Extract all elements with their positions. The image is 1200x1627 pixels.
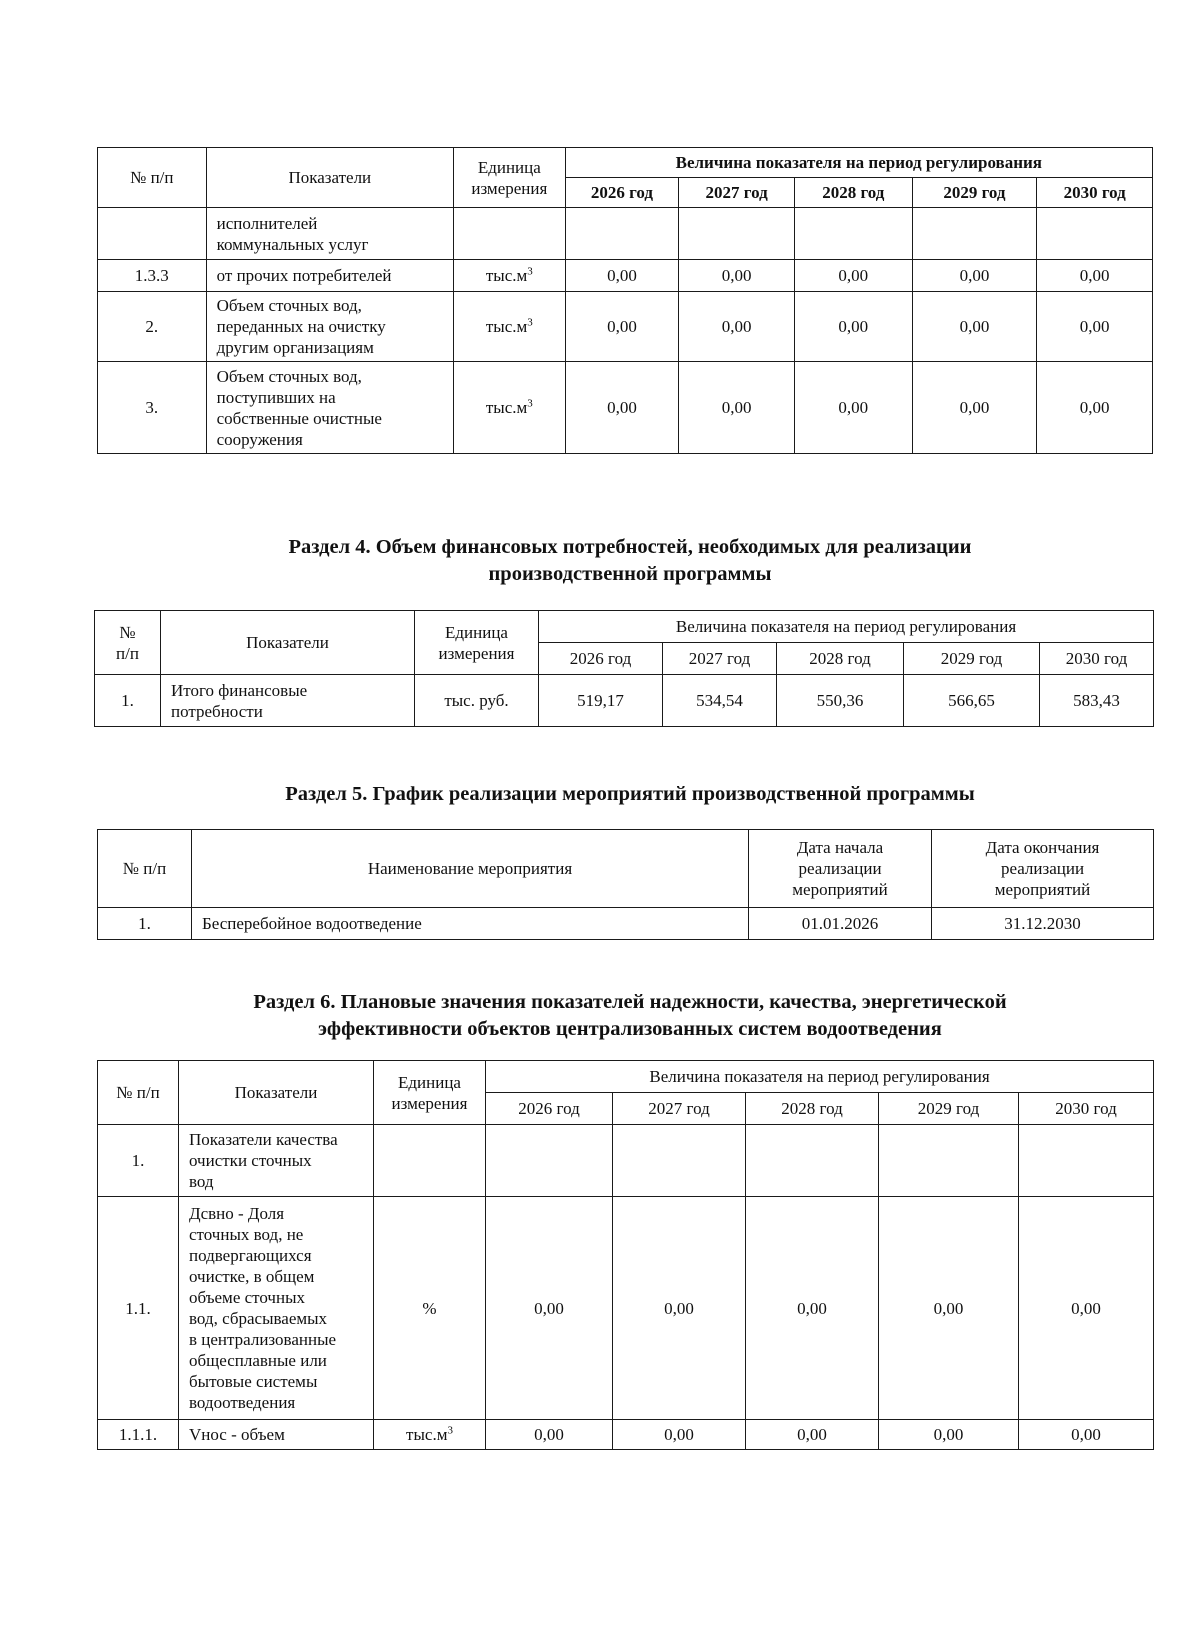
- row-unit: [454, 208, 566, 260]
- header-end-date: [932, 830, 1154, 908]
- header-unit: [454, 148, 566, 208]
- header-period: Величина показателя на период регулирования: [565, 148, 1152, 178]
- row-value: 0,00: [912, 362, 1037, 454]
- table-row: [98, 260, 1153, 292]
- row-activity-name: Бесперебойное водоотведение: [192, 908, 749, 940]
- header-start-line: реализации: [798, 859, 882, 878]
- header-end-line: мероприятий: [994, 880, 1091, 899]
- row-name: [161, 675, 415, 727]
- row-value: 0,00: [1037, 260, 1153, 292]
- table-row: [95, 675, 1154, 727]
- row-value: 550,36: [777, 675, 904, 727]
- row-num: [98, 208, 207, 260]
- row-num: 1.: [95, 675, 161, 727]
- row-num: 3.: [98, 362, 207, 454]
- row-value: [912, 208, 1037, 260]
- row-value: 0,00: [486, 1197, 613, 1420]
- row-num: 1.1.: [98, 1197, 179, 1420]
- row-name-line: Итого финансовые: [171, 680, 308, 700]
- row-name-line: Дсвно - Доля: [189, 1204, 285, 1223]
- table-row: [98, 208, 1153, 260]
- header-year: 2028 год: [794, 178, 912, 208]
- row-start-date: 01.01.2026: [749, 908, 932, 940]
- row-value: 0,00: [912, 292, 1037, 362]
- header-year: 2026 год: [539, 643, 663, 675]
- row-value: 0,00: [679, 260, 795, 292]
- header-unit-line2: измерения: [391, 1093, 468, 1113]
- financial-needs-table: [94, 610, 1154, 727]
- row-name-line: вод: [189, 1172, 214, 1191]
- row-value: 0,00: [879, 1197, 1019, 1420]
- row-unit: [374, 1125, 486, 1197]
- row-num: 2.: [98, 292, 207, 362]
- header-year: 2029 год: [879, 1093, 1019, 1125]
- header-num: № п/п: [98, 1061, 179, 1125]
- header-year: 2030 год: [1037, 178, 1153, 208]
- header-unit-line2: измерения: [438, 643, 515, 663]
- row-value: 0,00: [679, 292, 795, 362]
- row-value: 0,00: [486, 1420, 613, 1450]
- row-value: 583,43: [1040, 675, 1154, 727]
- row-name-line: собственные очистные: [216, 408, 382, 428]
- row-value: 0,00: [613, 1420, 746, 1450]
- row-name: от прочих потребителей: [206, 260, 453, 292]
- row-value: [565, 208, 679, 260]
- row-value: 0,00: [679, 362, 795, 454]
- unit-sup: 3: [527, 265, 533, 278]
- row-value: 0,00: [912, 260, 1037, 292]
- header-unit-line1: Единица: [477, 157, 541, 177]
- header-activity-name: Наименование мероприятия: [192, 830, 749, 908]
- table-row: [98, 1125, 1154, 1197]
- row-name-line: бытовые системы: [189, 1372, 318, 1391]
- row-value: 0,00: [1037, 362, 1153, 454]
- header-unit-line2: измерения: [471, 178, 548, 198]
- unit-text: тыс.м: [485, 317, 528, 336]
- row-name-line: общесплавные или: [189, 1351, 327, 1370]
- unit-text: тыс.м: [485, 398, 528, 417]
- row-value: 534,54: [663, 675, 777, 727]
- header-year: 2030 год: [1040, 643, 1154, 675]
- row-unit: [454, 260, 566, 292]
- row-value: 0,00: [879, 1420, 1019, 1450]
- row-name-line: сооружения: [216, 429, 303, 449]
- header-year: 2028 год: [777, 643, 904, 675]
- section6-title: [100, 989, 1160, 1043]
- row-value: 0,00: [746, 1420, 879, 1450]
- header-end-line: Дата окончания: [985, 838, 1100, 857]
- header-unit-line1: Единица: [398, 1072, 461, 1092]
- section6-title-line1: Раздел 6. Плановые значения показателей надежности, качества, энергетической: [253, 991, 1007, 1013]
- header-year: 2029 год: [912, 178, 1037, 208]
- header-indicator: Показатели: [206, 148, 453, 208]
- schedule-table: [97, 829, 1154, 940]
- header-period: Величина показателя на период регулирования: [539, 611, 1154, 643]
- header-num: № п/п: [98, 830, 192, 908]
- row-name-line: поступивших на: [216, 387, 336, 407]
- row-name-line: другим организациям: [216, 338, 374, 357]
- header-period: Величина показателя на период регулирования: [486, 1061, 1154, 1093]
- row-value: 0,00: [1019, 1197, 1154, 1420]
- unit-text: тыс.м: [406, 1425, 448, 1444]
- table-row: [98, 362, 1153, 454]
- header-year: 2028 год: [746, 1093, 879, 1125]
- row-unit: [454, 292, 566, 362]
- header-num-line1: №: [119, 622, 136, 642]
- row-value: 519,17: [539, 675, 663, 727]
- unit-sup: 3: [527, 316, 533, 329]
- unit-text: тыс.м: [485, 266, 528, 285]
- row-name-line: Объем сточных вод,: [216, 366, 362, 386]
- section4-title-line2: производственной программы: [488, 563, 772, 585]
- row-num: 1.: [98, 1125, 179, 1197]
- header-year: 2027 год: [663, 643, 777, 675]
- row-value: [679, 208, 795, 260]
- header-indicator: Показатели: [161, 611, 415, 675]
- header-year: 2026 год: [565, 178, 679, 208]
- section6-title-line2: эффективности объектов централизованных систем водоотведения: [318, 1018, 942, 1040]
- row-value: 566,65: [904, 675, 1040, 727]
- table-row: [98, 292, 1153, 362]
- row-name: [206, 292, 453, 362]
- header-year: 2029 год: [904, 643, 1040, 675]
- header-year: 2027 год: [679, 178, 795, 208]
- section4-title: [100, 534, 1160, 588]
- row-value: [1037, 208, 1153, 260]
- section4-title-line1: Раздел 4. Объем финансовых потребностей, необходимых для реализации: [288, 536, 972, 558]
- row-value: 0,00: [794, 292, 912, 362]
- header-num-line2: п/п: [116, 643, 139, 663]
- row-unit: [454, 362, 566, 454]
- row-num: 1.: [98, 908, 192, 940]
- row-value: 0,00: [613, 1197, 746, 1420]
- table-row: [98, 1420, 1154, 1450]
- table-row: [98, 908, 1154, 940]
- table-row: [98, 1197, 1154, 1420]
- row-name-line: Показатели качества: [189, 1130, 338, 1149]
- row-value: 0,00: [746, 1197, 879, 1420]
- row-value: [1019, 1125, 1154, 1197]
- row-name: Vнос - объем: [179, 1420, 374, 1450]
- indicators-table-continued: [97, 147, 1153, 454]
- row-name-line: Объем сточных вод,: [216, 296, 362, 315]
- row-name-line: объеме сточных: [189, 1288, 305, 1307]
- row-name-line: потребности: [171, 701, 263, 721]
- row-value: [486, 1125, 613, 1197]
- row-name: [206, 362, 453, 454]
- row-value: 0,00: [565, 292, 679, 362]
- header-year: 2027 год: [613, 1093, 746, 1125]
- row-num: 1.1.1.: [98, 1420, 179, 1450]
- header-unit: [415, 611, 539, 675]
- header-indicator: Показатели: [179, 1061, 374, 1125]
- reliability-indicators-table: [97, 1060, 1154, 1450]
- row-value: 0,00: [565, 362, 679, 454]
- row-name-line: коммунальных услуг: [216, 234, 369, 254]
- row-name: [179, 1125, 374, 1197]
- row-num: 1.3.3: [98, 260, 207, 292]
- row-name-line: очистке, в общем: [189, 1267, 315, 1286]
- row-name-line: в централизованные: [189, 1330, 337, 1349]
- row-value: 0,00: [1037, 292, 1153, 362]
- header-start-line: мероприятий: [792, 880, 888, 899]
- header-year: 2026 год: [486, 1093, 613, 1125]
- row-value: [794, 208, 912, 260]
- header-unit-line1: Единица: [445, 622, 508, 642]
- header-end-line: реализации: [1000, 859, 1085, 878]
- row-value: 0,00: [794, 260, 912, 292]
- row-value: [879, 1125, 1019, 1197]
- row-end-date: 31.12.2030: [932, 908, 1154, 940]
- header-num: [95, 611, 161, 675]
- row-name-line: подвергающихся: [189, 1246, 312, 1265]
- header-start-line: Дата начала: [796, 838, 884, 857]
- header-num: № п/п: [98, 148, 207, 208]
- row-value: 0,00: [1019, 1420, 1154, 1450]
- header-unit: [374, 1061, 486, 1125]
- header-start-date: [749, 830, 932, 908]
- row-name-line: водоотведения: [189, 1393, 296, 1412]
- row-value: 0,00: [565, 260, 679, 292]
- row-unit: %: [374, 1197, 486, 1420]
- row-value: [746, 1125, 879, 1197]
- row-name-line: исполнителей: [216, 213, 318, 233]
- row-name-line: вод, сбрасываемых: [189, 1309, 328, 1328]
- row-value: [613, 1125, 746, 1197]
- row-value: 0,00: [794, 362, 912, 454]
- section5-title: Раздел 5. График реализации мероприятий производственной программы: [285, 783, 975, 805]
- unit-sup: 3: [447, 1424, 453, 1437]
- row-name-line: переданных на очистку: [216, 317, 386, 336]
- unit-sup: 3: [527, 397, 533, 410]
- header-year: 2030 год: [1019, 1093, 1154, 1125]
- row-name: [206, 208, 453, 260]
- row-name: [179, 1197, 374, 1420]
- row-unit: [374, 1420, 486, 1450]
- row-unit: тыс. руб.: [415, 675, 539, 727]
- row-name-line: сточных вод, не: [189, 1225, 304, 1244]
- row-name-line: очистки сточных: [189, 1151, 312, 1170]
